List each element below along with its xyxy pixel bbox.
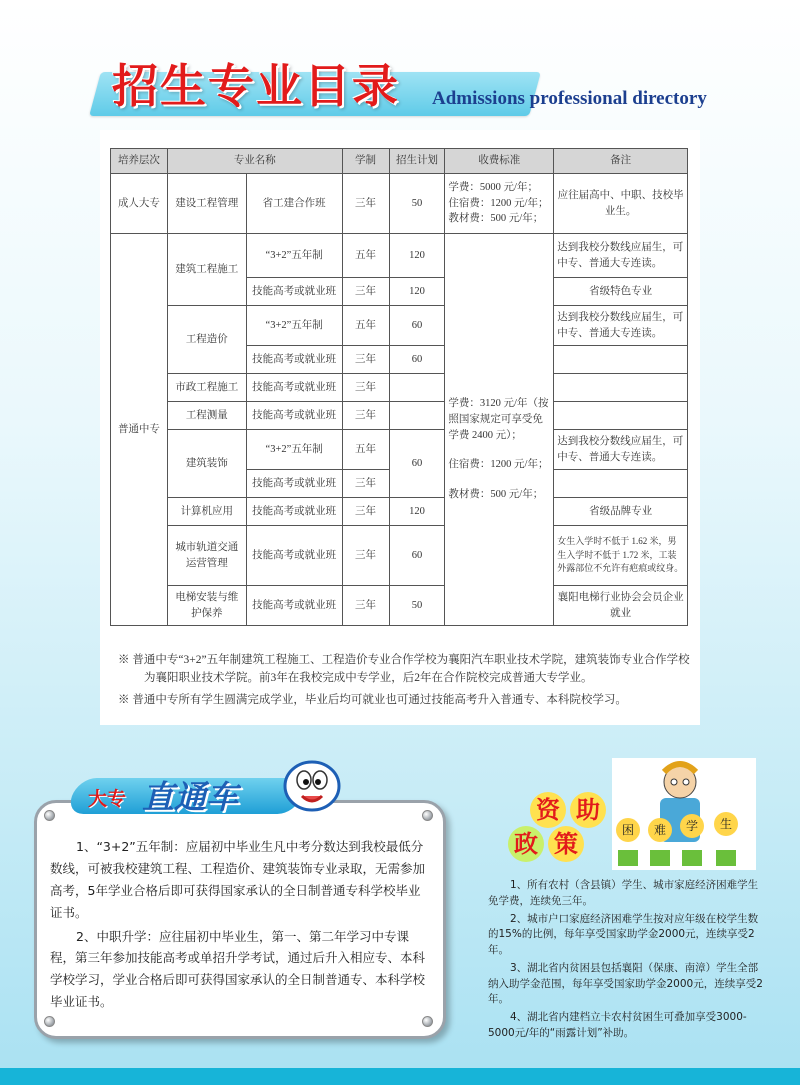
gardener-icon — [612, 758, 756, 870]
express-paragraph: 2、中职升学：应往届初中毕业生，第一、第二年学习中专课程，第三年参加技能高考或单招升学考试，通过后升入相应专、本科学校学习，学业合格后即可获得国家承认的全日制普通专、本科学校毕业证书。 — [50, 928, 426, 1010]
table-row — [111, 430, 688, 470]
cell-duration: 三年 — [342, 586, 389, 626]
cell-sub: “3+2”五年制 — [246, 234, 342, 278]
cell-sub: 技能高考或就业班 — [246, 586, 342, 626]
cell-major: 工程测量 — [167, 402, 246, 430]
cell-major: 电梯安装与维护保养 — [167, 586, 246, 626]
aid-paragraph: 3、湖北省内贫困县包括襄阳（保康、南漳）学生全部纳入助学金范围，每年享受国家助学金2000元，连续享受2年。 — [488, 961, 763, 1006]
cell-plan: 50 — [389, 174, 445, 234]
cell-sub: 技能高考或就业班 — [246, 498, 342, 526]
page-subtitle: Admissions professional directory — [432, 88, 707, 109]
banner-label: 大专 — [88, 788, 127, 810]
cell-plan: 50 — [389, 586, 445, 626]
cell-sub: 技能高考或就业班 — [246, 470, 342, 498]
express-body — [50, 836, 426, 1015]
header-level: 培养层次 — [111, 149, 168, 174]
cell-duration: 三年 — [342, 278, 389, 306]
table-row — [111, 586, 688, 626]
flower-char: 生 — [714, 812, 738, 836]
cell-plan: 120 — [389, 498, 445, 526]
cell-sub: 技能高考或就业班 — [246, 346, 342, 374]
fee-line: 教材费：500 元/年； — [448, 213, 544, 225]
cell-sub: 技能高考或就业班 — [246, 402, 342, 430]
cell-duration: 三年 — [342, 470, 389, 498]
cell-fee-adult — [445, 174, 554, 234]
table-row — [111, 526, 688, 586]
cell-level-adult: 成人大专 — [111, 174, 168, 234]
aid-illustration — [612, 758, 756, 870]
majors-table — [110, 148, 688, 626]
cell-major: 市政工程施工 — [167, 374, 246, 402]
header-major: 专业名称 — [167, 149, 342, 174]
fee-line: 教材费：500 元/年； — [448, 489, 544, 501]
cell-remark: 省级特色专业 — [554, 278, 688, 306]
aid-paragraph: 1、所有农村（含县镇）学生、城市家庭经济困难学生免学费，连续免三年。 — [488, 879, 759, 907]
banner-title: 直通车 — [142, 778, 239, 816]
cell-plan: 120 — [389, 234, 445, 278]
cell-duration: 三年 — [342, 374, 389, 402]
cell-sub: 技能高考或就业班 — [246, 526, 342, 586]
table-row — [111, 306, 688, 346]
cell-major: 建设工程管理 — [167, 174, 246, 234]
fee-line: 学费：5000 元/年； — [448, 181, 538, 193]
screw-icon — [422, 810, 433, 821]
fee-line: 学费：3120 元/年（按照国家规定可享受免学费 2400 元）； — [448, 398, 549, 441]
cell-plan: 60 — [389, 430, 445, 498]
bottom-bar — [0, 1068, 800, 1085]
aid-paragraph: 2、城市户口家庭经济困难学生按对应年级在校学生数的15%的比例，每年享受国家助学金2000元，连续享受2年。 — [488, 912, 759, 956]
notes — [118, 652, 698, 713]
cell-remark: 省级品牌专业 — [554, 498, 688, 526]
table-row — [111, 402, 688, 430]
header-fee: 收费标准 — [445, 149, 554, 174]
express-paragraph: 1、“3+2”五年制：应届初中毕业生凡中考分数达到我校最低分数线，可被我校建筑工程、工程造价、建筑装饰专业录取，无需参加高考，5年学业合格后即可获得国家承认的全日制普通专科学校毕业证书。 — [50, 839, 426, 920]
table-row — [111, 498, 688, 526]
aid-body — [488, 878, 764, 1044]
note-item: ※ 普通中专“3+2”五年制建筑工程施工、工程造价专业合作学校为襄阳汽车职业技术学院，建筑装饰专业合作学校为襄阳职业技术学院。前3年在我校完成中专学业，后2年在合作院校完成普通大专学业。 — [118, 654, 690, 684]
table-header-row — [111, 149, 688, 174]
cell-remark-empty — [554, 374, 688, 402]
cell-remark: 女生入学时不低于 1.62 米，男生入学时不低于 1.72 米，工装外露部位不允许有疤痕或纹身。 — [554, 526, 688, 586]
cell-sub: 技能高考或就业班 — [246, 278, 342, 306]
cell-major: 工程造价 — [167, 306, 246, 374]
cell-plan: 120 — [389, 278, 445, 306]
note-item: ※ 普通中专所有学生圆满完成学业，毕业后均可就业也可通过技能高考升入普通专、本科院校学习。 — [118, 693, 627, 706]
fee-line: 住宿费：1200 元/年； — [448, 459, 549, 471]
cell-plan-empty — [389, 402, 445, 430]
cell-remark: 达到我校分数线应届生，可中专、普通大专连读。 — [554, 306, 688, 346]
table-row — [111, 374, 688, 402]
cell-duration: 五年 — [342, 430, 389, 470]
cell-plan: 60 — [389, 346, 445, 374]
cell-remark: 襄阳电梯行业协会会员企业就业 — [554, 586, 688, 626]
cell-major: 建筑装饰 — [167, 430, 246, 498]
flower-char: 难 — [648, 818, 672, 842]
cell-plan-empty — [389, 374, 445, 402]
cell-remark-empty — [554, 402, 688, 430]
cell-sub: “3+2”五年制 — [246, 306, 342, 346]
cell-remark-empty — [554, 470, 688, 498]
aid-title-char: 策 — [548, 826, 584, 862]
cell-duration: 三年 — [342, 526, 389, 586]
aid-title-char: 助 — [570, 792, 606, 828]
cell-level-secondary: 普通中专 — [111, 234, 168, 626]
cell-duration: 三年 — [342, 174, 389, 234]
cell-remark: 达到我校分数线应届生，可中专、普通大专连读。 — [554, 430, 688, 470]
cell-fee-secondary — [445, 234, 554, 626]
screw-icon — [44, 1016, 55, 1027]
cell-plan: 60 — [389, 306, 445, 346]
cell-duration: 三年 — [342, 402, 389, 430]
cell-sub: 省工建合作班 — [246, 174, 342, 234]
cell-remark-empty — [554, 346, 688, 374]
cell-plan: 60 — [389, 526, 445, 586]
flower-char: 学 — [680, 814, 704, 838]
header-duration: 学制 — [342, 149, 389, 174]
screw-icon — [44, 810, 55, 821]
header-remark: 备注 — [554, 149, 688, 174]
aid-title-char: 资 — [530, 792, 566, 828]
cell-duration: 五年 — [342, 234, 389, 278]
page-title: 招生专业目录 — [112, 59, 400, 113]
cell-duration: 三年 — [342, 498, 389, 526]
table-row — [111, 174, 688, 234]
screw-icon — [422, 1016, 433, 1027]
cell-major: 城市轨道交通运营管理 — [167, 526, 246, 586]
cell-major: 建筑工程施工 — [167, 234, 246, 306]
cell-major: 计算机应用 — [167, 498, 246, 526]
table-row — [111, 234, 688, 278]
fee-line: 住宿费：1200 元/年； — [448, 197, 549, 209]
header-plan: 招生计划 — [389, 149, 445, 174]
aid-paragraph: 4、湖北省内建档立卡农村贫困生可叠加享受3000-5000元/年的“雨露计划”补助。 — [488, 1011, 747, 1039]
cell-remark: 达到我校分数线应届生，可中专、普通大专连读。 — [554, 234, 688, 278]
cell-duration: 五年 — [342, 306, 389, 346]
mascot-icon — [282, 756, 344, 814]
cell-sub: “3+2”五年制 — [246, 430, 342, 470]
aid-title-char: 政 — [508, 826, 544, 862]
cell-sub: 技能高考或就业班 — [246, 374, 342, 402]
cell-remark: 应往届高中、中职、技校毕业生。 — [554, 174, 688, 234]
flower-char: 困 — [616, 818, 640, 842]
cell-duration: 三年 — [342, 346, 389, 374]
